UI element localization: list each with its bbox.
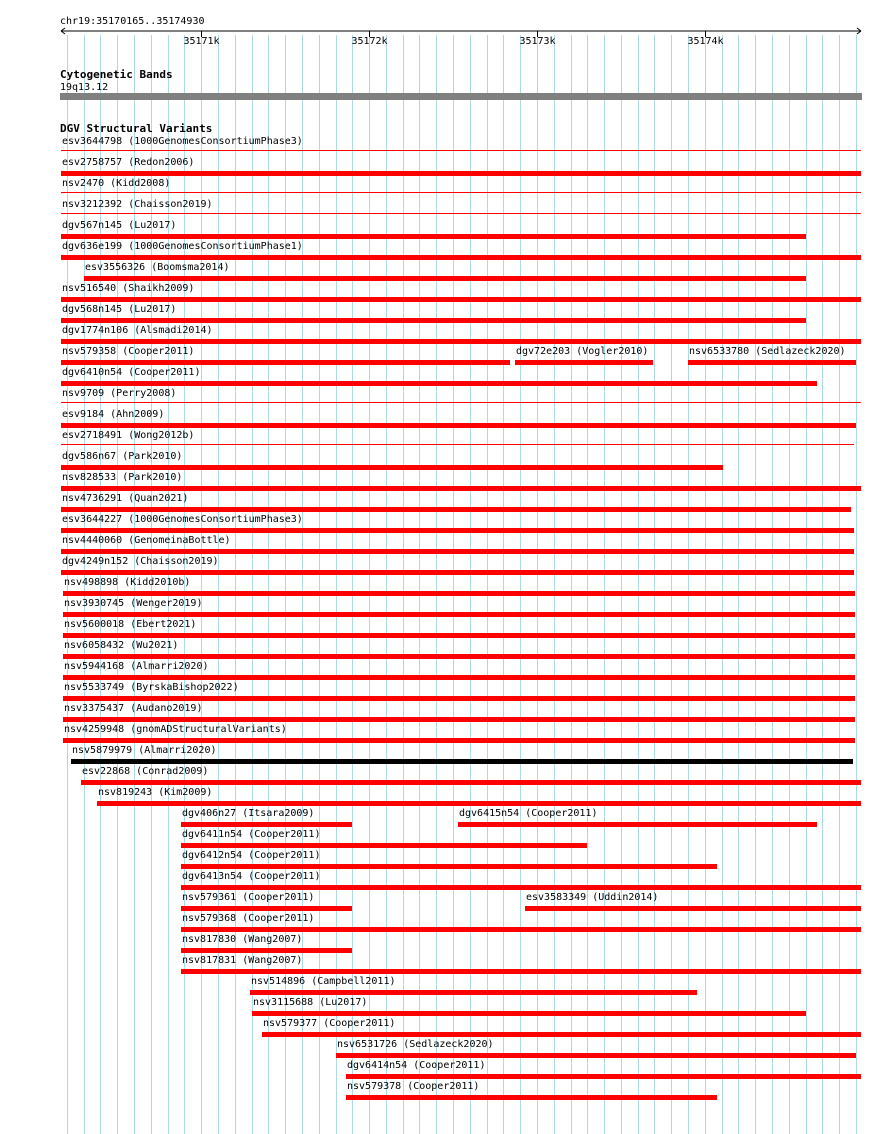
sv-feature-label[interactable]: dgv568n145 (Lu2017)	[62, 304, 177, 315]
sv-feature-label[interactable]: nsv579377 (Cooper2011)	[263, 1018, 396, 1029]
sv-feature-bar[interactable]	[181, 843, 587, 848]
sv-feature-bar[interactable]	[181, 906, 352, 911]
sv-feature-bar[interactable]	[61, 297, 861, 302]
sv-feature-label[interactable]: dgv586n67 (Park2010)	[62, 451, 183, 462]
sv-feature-label[interactable]: nsv579368 (Cooper2011)	[182, 913, 315, 924]
sv-feature-label[interactable]: nsv516540 (Shaikh2009)	[62, 283, 195, 294]
sv-feature-label[interactable]: dgv6414n54 (Cooper2011)	[347, 1060, 486, 1071]
sv-feature-bar[interactable]	[97, 801, 861, 806]
sv-feature-label[interactable]: esv2718491 (Wong2012b)	[62, 430, 195, 441]
sv-feature-label[interactable]: dgv6412n54 (Cooper2011)	[182, 850, 321, 861]
sv-feature-bar[interactable]	[252, 1011, 806, 1016]
sv-feature-label[interactable]: nsv5533749 (ByrskaBishop2022)	[64, 682, 239, 693]
sv-feature-bar[interactable]	[336, 1053, 856, 1058]
sv-feature-label[interactable]: nsv4259948 (gnomADStructuralVariants)	[64, 724, 287, 735]
sv-feature-bar[interactable]	[181, 864, 717, 869]
sv-feature-bar[interactable]	[61, 192, 861, 193]
sv-feature-label[interactable]: nsv4440060 (GenomeinaBottle)	[62, 535, 231, 546]
sv-feature-label[interactable]: nsv6058432 (Wu2021)	[64, 640, 179, 651]
sv-feature-bar[interactable]	[63, 675, 855, 680]
sv-feature-bar[interactable]	[61, 486, 861, 491]
sv-feature-label[interactable]: nsv498898 (Kidd2010b)	[64, 577, 191, 588]
sv-feature-bar[interactable]	[71, 759, 853, 764]
ruler-tick-label: 35171k	[183, 36, 220, 47]
sv-feature-label[interactable]: dgv406n27 (Itsara2009)	[182, 808, 315, 819]
sv-feature-bar[interactable]	[84, 276, 806, 281]
sv-feature-bar[interactable]	[63, 696, 855, 701]
sv-feature-label[interactable]: dgv6410n54 (Cooper2011)	[62, 367, 201, 378]
sv-feature-label[interactable]: nsv6533780 (Sedlazeck2020)	[689, 346, 846, 357]
sv-feature-label[interactable]: nsv9709 (Perry2008)	[62, 388, 177, 399]
cytoband-track	[60, 68, 862, 100]
sv-feature-label[interactable]: esv22868 (Conrad2009)	[82, 766, 209, 777]
ruler-tick-label: 35173k	[519, 36, 556, 47]
sv-feature-label[interactable]: nsv3375437 (Audano2019)	[64, 703, 203, 714]
sv-feature-bar[interactable]	[181, 969, 861, 974]
sv-feature-bar[interactable]	[61, 150, 861, 151]
sv-feature-label[interactable]: nsv819243 (Kim2009)	[98, 787, 213, 798]
sv-feature-label[interactable]: nsv4736291 (Quan2021)	[62, 493, 189, 504]
ruler-tick-label: 35172k	[351, 36, 388, 47]
sv-feature-bar[interactable]	[63, 738, 855, 743]
sv-feature-label[interactable]: nsv3212392 (Chaisson2019)	[62, 199, 213, 210]
sv-feature-label[interactable]: nsv579361 (Cooper2011)	[182, 892, 315, 903]
sv-feature-label[interactable]: nsv3115688 (Lu2017)	[253, 997, 368, 1008]
sv-feature-label[interactable]: dgv6411n54 (Cooper2011)	[182, 829, 321, 840]
sv-feature-bar[interactable]	[63, 633, 855, 638]
sv-feature-bar[interactable]	[61, 465, 723, 470]
sv-feature-label[interactable]: nsv828533 (Park2010)	[62, 472, 183, 483]
sv-feature-label[interactable]: nsv579378 (Cooper2011)	[347, 1081, 480, 1092]
sv-feature-bar[interactable]	[61, 507, 851, 512]
sv-feature-bar[interactable]	[181, 822, 352, 827]
sv-track	[60, 122, 861, 1100]
sv-feature-label[interactable]: esv3556326 (Boomsma2014)	[85, 262, 230, 273]
sv-feature-label[interactable]: nsv6531726 (Sedlazeck2020)	[337, 1039, 494, 1050]
cytoband-track-title[interactable]: Cytogenetic Bands	[60, 68, 173, 81]
sv-feature-label[interactable]: nsv2470 (Kidd2008)	[62, 178, 171, 189]
sv-feature-bar[interactable]	[61, 360, 510, 365]
sv-feature-label[interactable]: nsv514896 (Campbell2011)	[251, 976, 396, 987]
sv-feature-label[interactable]: dgv1774n106 (Alsmadi2014)	[62, 325, 213, 336]
sv-feature-label[interactable]: nsv817830 (Wang2007)	[182, 934, 303, 945]
sv-feature-bar[interactable]	[61, 549, 854, 554]
sv-feature-bar[interactable]	[61, 402, 861, 403]
sv-feature-bar[interactable]	[63, 591, 855, 596]
sv-feature-label[interactable]: nsv5600018 (Ebert2021)	[64, 619, 197, 630]
sv-feature-bar[interactable]	[181, 927, 861, 932]
sv-feature-bar[interactable]	[61, 255, 861, 260]
sv-feature-label[interactable]: dgv4249n152 (Chaisson2019)	[62, 556, 219, 567]
sv-feature-bar[interactable]	[61, 234, 806, 239]
sv-feature-label[interactable]: nsv5944168 (Almarri2020)	[64, 661, 209, 672]
sv-feature-bar[interactable]	[61, 381, 817, 386]
cytoband-bar[interactable]	[60, 93, 862, 100]
sv-feature-bar[interactable]	[61, 213, 861, 214]
sv-feature-label[interactable]: nsv3930745 (Wenger2019)	[64, 598, 203, 609]
sv-feature-bar[interactable]	[525, 906, 861, 911]
sv-feature-bar[interactable]	[61, 570, 854, 575]
sv-feature-label[interactable]: esv3644227 (1000GenomesConsortiumPhase3)	[62, 514, 303, 525]
sv-feature-label[interactable]: esv9184 (Ahn2009)	[62, 409, 165, 420]
sv-feature-bar[interactable]	[61, 444, 854, 445]
sv-feature-label[interactable]: nsv579358 (Cooper2011)	[62, 346, 195, 357]
sv-track-title[interactable]: DGV Structural Variants	[60, 122, 213, 135]
region-label: chr19:35170165..35174930	[60, 16, 205, 27]
sv-feature-bar[interactable]	[63, 654, 855, 659]
sv-feature-label[interactable]: esv2758757 (Redon2006)	[62, 157, 195, 168]
sv-feature-bar[interactable]	[688, 360, 856, 365]
sv-feature-bar[interactable]	[181, 948, 352, 953]
sv-feature-bar[interactable]	[61, 318, 806, 323]
sv-feature-bar[interactable]	[346, 1095, 717, 1100]
sv-feature-label[interactable]: dgv6413n54 (Cooper2011)	[182, 871, 321, 882]
sv-feature-label[interactable]: dgv636e199 (1000GenomesConsortiumPhase1)	[62, 241, 303, 252]
sv-feature-label[interactable]: dgv72e203 (Vogler2010)	[516, 346, 649, 357]
sv-feature-bar[interactable]	[81, 780, 861, 785]
sv-feature-bar[interactable]	[61, 171, 861, 176]
cytoband-label: 19q13.12	[60, 82, 109, 93]
sv-feature-bar[interactable]	[458, 822, 817, 827]
sv-feature-label[interactable]: esv3644798 (1000GenomesConsortiumPhase3)	[62, 136, 303, 147]
sv-feature-bar[interactable]	[63, 612, 855, 617]
ruler	[60, 16, 861, 47]
ruler-tick-label: 35174k	[687, 36, 724, 47]
sv-feature-label[interactable]: nsv817831 (Wang2007)	[182, 955, 303, 966]
sv-feature-label[interactable]: dgv567n145 (Lu2017)	[62, 220, 177, 231]
sv-feature-bar[interactable]	[181, 885, 861, 890]
sv-feature-bar[interactable]	[515, 360, 653, 365]
sv-feature-bar[interactable]	[346, 1074, 861, 1079]
sv-feature-label[interactable]: esv3583349 (Uddin2014)	[526, 892, 659, 903]
sv-feature-label[interactable]: dgv6415n54 (Cooper2011)	[459, 808, 598, 819]
sv-feature-bar[interactable]	[262, 1032, 861, 1037]
sv-feature-bar[interactable]	[61, 423, 856, 428]
sv-feature-bar[interactable]	[63, 717, 855, 722]
sv-feature-label[interactable]: nsv5879979 (Almarri2020)	[72, 745, 217, 756]
sv-feature-bar[interactable]	[61, 339, 861, 344]
sv-feature-bar[interactable]	[61, 528, 854, 533]
sv-feature-bar[interactable]	[250, 990, 697, 995]
